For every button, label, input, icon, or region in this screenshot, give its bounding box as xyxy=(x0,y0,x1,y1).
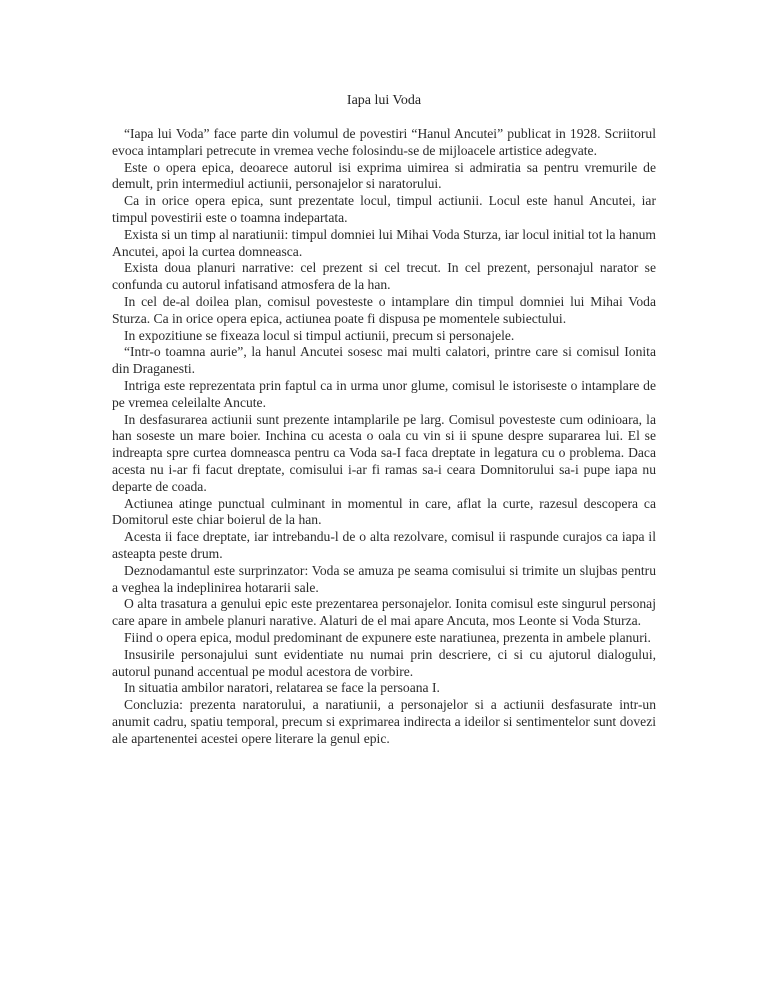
document-title: Iapa lui Voda xyxy=(346,93,422,108)
paragraph: “Intr-o toamna aurie”, la hanul Ancutei sosesc mai multi calatori, printre care si comisul Ionita din Draganesti. xyxy=(112,344,656,377)
paragraph: Exista si un timp al naratiunii: timpul domniei lui Mihai Voda Sturza, iar locul initial tot la hanum Ancutei, apoi la curtea domneasca. xyxy=(112,226,656,259)
paragraph: In situatia ambilor naratori, relatarea se face la persoana I. xyxy=(124,680,440,696)
paragraph: Concluzia: prezenta naratorului, a naratiunii, a personajelor si a actiunii desfasurate intr-un anumit cadru, spatiu temporal, precum si exprimarea indirecta a ideilor si sentimentelor sunt dovezi ale apartenentei acestei opere literare la genul epic. xyxy=(112,697,656,746)
paragraph: “Iapa lui Voda” face parte din volumul de povestiri “Hanul Ancutei” publicat in 1928. Scriitorul evoca intamplari petrecute in vremea veche folosindu-se de mijloacele artistice adegvate. xyxy=(112,126,656,158)
paragraph: Este o opera epica, deoarece autorul isi exprima uimirea si admiratia sa pentru vremurile de demult, prin intermediul actiunii, personajelor si naratorului. xyxy=(112,159,656,192)
paragraph: Acesta ii face dreptate, iar intrebandu-l de o alta rezolvare, comisul ii raspunde curajos ca iapa il asteapta peste drum. xyxy=(112,529,656,561)
paragraph: Actiunea atinge punctual culminant in momentul in care, aflat la curte, razesul descopera ca Domitorul este chiar boierul de la han. xyxy=(112,495,656,528)
document-body xyxy=(112,126,656,747)
paragraph: Intriga este reprezentata prin faptul ca in urma unor glume, comisul le istoriseste o intamplare de pe vremea celeilalte Ancute. xyxy=(112,377,656,410)
paragraph: Exista doua planuri narrative: cel prezent si cel trecut. In cel prezent, personajul narator se confunda cu autorul infatisand atmosfera de la han. xyxy=(112,260,656,293)
paragraph: Insusirile personajului sunt evidentiate nu numai prin descriere, ci si cu ajutorul dialogului, autorul punand accentual pe modul acestora de vorbire. xyxy=(112,646,656,679)
paragraph: Fiind o opera epica, modul predominant de expunere este naratiunea, prezenta in ambele planuri. xyxy=(124,629,651,645)
paragraph: In cel de-al doilea plan, comisul povesteste o intamplare din timpul domniei lui Mihai Voda Sturza. Ca in orice opera epica, actiunea poate fi dispusa pe momentele subiectului. xyxy=(112,293,656,326)
paragraph: Deznodamantul este surprinzator: Voda se amuza pe seama comisului si trimite un slujbas pentru a veghea la indeplinirea hotararii sale. xyxy=(112,562,656,595)
paragraph: Ca in orice opera epica, sunt prezentate locul, timpul actiunii. Locul este hanul Ancutei, iar timpul povestirii este o toamna indepartata. xyxy=(112,193,656,225)
paragraph: O alta trasatura a genului epic este prezentarea personajelor. Ionita comisul este singurul personaj care apare in ambele planuri narative. Alaturi de el mai apare Ancuta, mos Leonte si Voda Sturza. xyxy=(112,596,656,629)
paragraph: In desfasurarea actiunii sunt prezente intamplarile pe larg. Comisul povesteste cum odinioara, la han soseste un mare boier. Inchina cu acesta o oala cu vin si ii spune despre supararea lui. El se indreapta spre curtea domneasca pentru ca Voda sa-I faca dreptate in legatura cu o problema. Daca acesta nu i-ar fi facut dreptate, comisului i-ar fi ramas sa-i ceara Domnitorului sa-i pupe iapa nu departe de coada. xyxy=(112,411,656,494)
paragraph: In expozitiune se fixeaza locul si timpul actiunii, precum si personajele. xyxy=(124,327,515,343)
